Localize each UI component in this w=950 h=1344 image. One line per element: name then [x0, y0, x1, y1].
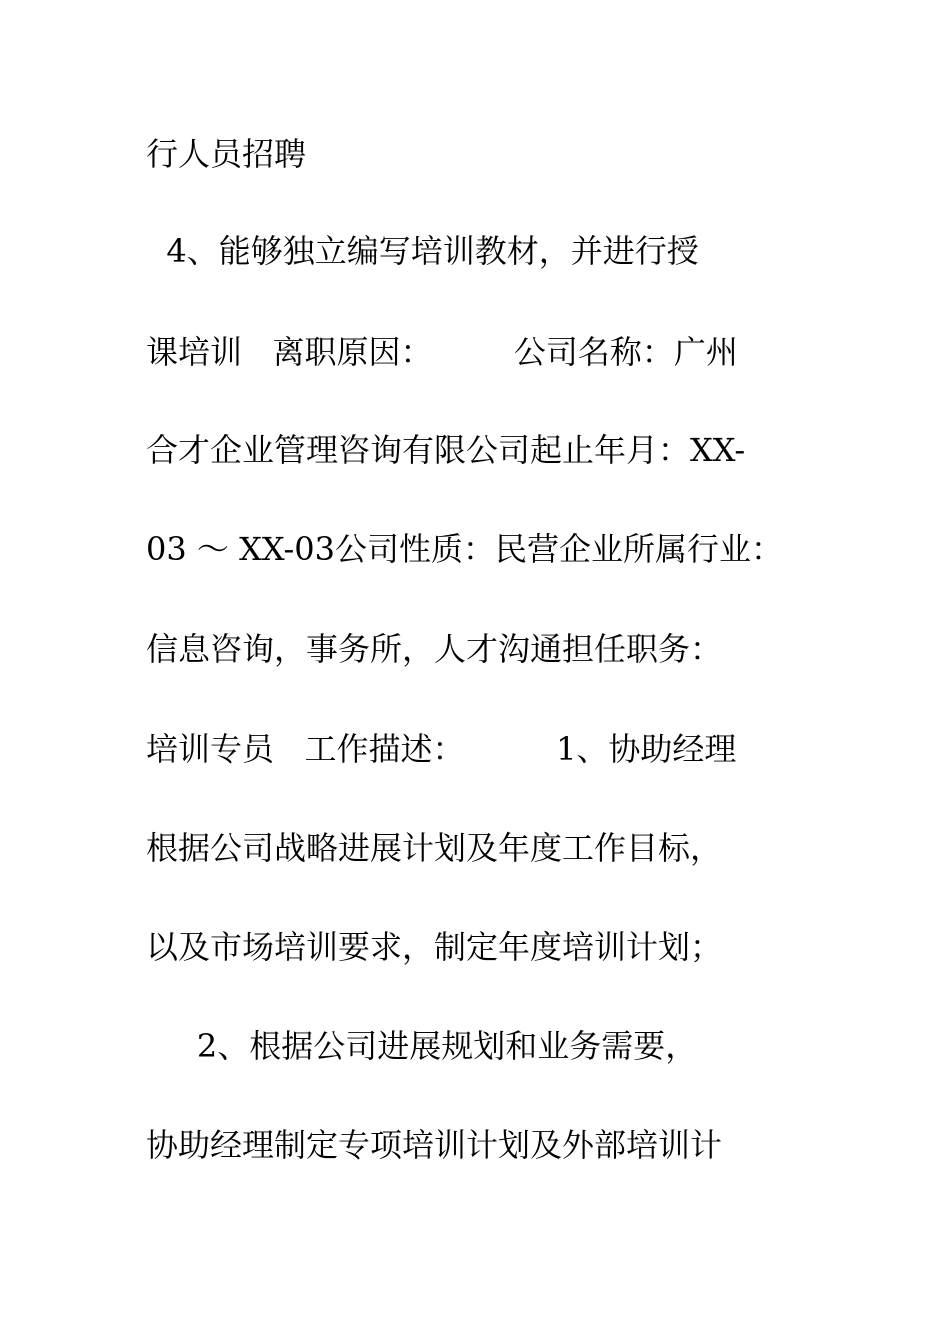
text-line: 合才企业管理咨询有限公司起止年月：XX- [146, 431, 746, 469]
text-line: 信息咨询，事务所，人才沟通担任职务： [146, 630, 723, 668]
text-line: 根据公司战略进展计划及年度工作目标， [146, 829, 723, 867]
text-line: 课培训 离职原因： 公司名称：广州 [146, 333, 738, 371]
text-line: 以及市场培训要求，制定年度培训计划； [146, 928, 723, 966]
text-line: 协助经理制定专项培训计划及外部培训计 [146, 1126, 723, 1164]
text-line: 培训专员 工作描述： 1、协助经理 [146, 730, 737, 768]
text-line: 2、根据公司进展规划和业务需要， [146, 1027, 698, 1065]
text-line: 03 ～ XX-03公司性质：民营企业所属行业： [146, 530, 784, 568]
text-line: 行人员招聘 [146, 135, 307, 173]
text-line: 4、能够独立编写培训教材，并进行授 [146, 232, 699, 270]
